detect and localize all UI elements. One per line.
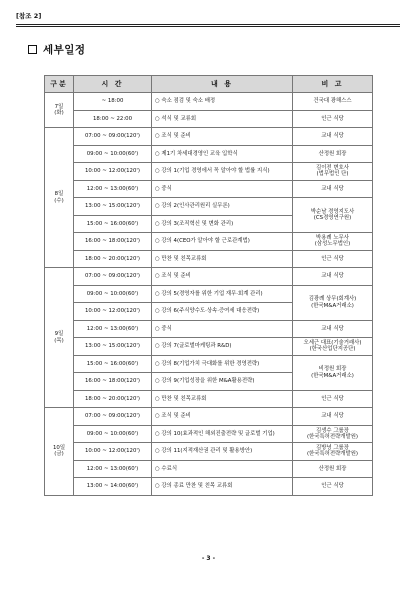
time-cell: 09:00 ~ 10:00(60'): [74, 285, 152, 303]
table-row: [45, 250, 373, 268]
note-cell: 박순남 경영지도사 (CS경영연구원): [293, 198, 373, 233]
time-cell: 09:00 ~ 10:00(60'): [74, 425, 152, 443]
content-cell: ○ 강의 2(인사관리원리 실무론): [152, 198, 293, 216]
note-cell: 김광례 상무(회계사) (한국M&A거래소): [293, 285, 373, 320]
table-row: [45, 145, 373, 163]
table-row: [45, 128, 373, 146]
content-cell: ○ 강의 7(글로벌마케팅과 R&D): [152, 338, 293, 356]
col-header-day: 구분: [45, 76, 74, 93]
note-cell: 교내 식당: [293, 408, 373, 426]
note-cell: 교내 식당: [293, 180, 373, 198]
day-cell: 8일 (수): [45, 128, 74, 268]
note-cell: 산정원 회장: [293, 460, 373, 478]
content-cell: ○ 조식 및 준비: [152, 128, 293, 146]
table-row: [45, 110, 373, 128]
time-cell: 12:00 ~ 13:00(60'): [74, 320, 152, 338]
section-title: 세부일정: [43, 44, 86, 56]
content-cell: ○ 제1기 차세대경영인 교육 입학식: [152, 145, 293, 163]
note-cell: 비정원 회장 (한국M&A거래소): [293, 355, 373, 390]
content-cell: ○ 조식 및 준비: [152, 408, 293, 426]
time-cell: 10:00 ~ 12:00(120'): [74, 303, 152, 321]
page-number: - 3 -: [201, 555, 216, 562]
content-cell: ○ 강의 종료 만찬 및 친목 교류회: [152, 478, 293, 496]
content-cell: ○ 강의 3(조직혁신 및 변화 관리): [152, 215, 293, 233]
time-cell: 18:00 ~ 20:00(120'): [74, 250, 152, 268]
time-cell: 07:00 ~ 09:00(120'): [74, 408, 152, 426]
table-row: [45, 163, 373, 181]
note-cell: 김이전 변호사 (법무법인 단): [293, 163, 373, 181]
table-row: [45, 180, 373, 198]
note-cell: 김생수 그룹장 (한국특허전략개발원): [293, 425, 373, 443]
content-cell: ○ 숙소 점검 및 숙소 배정: [152, 93, 293, 111]
time-cell: 12:00 ~ 13:00(60'): [74, 180, 152, 198]
time-cell: ~ 18:00: [74, 93, 152, 111]
note-cell: 오세근 대표(기술거래사) (한국산업단지공단): [293, 338, 373, 356]
note-cell: 김방녕 그룹장 (한국특허전략개발원): [293, 443, 373, 461]
content-cell: ○ 석식 및 교류회: [152, 110, 293, 128]
table-row: [45, 285, 373, 303]
content-cell: ○ 강의 10(효과적인 해외진출전략 및 글로벌 기업): [152, 425, 293, 443]
time-cell: 13:00 ~ 15:00(120'): [74, 338, 152, 356]
time-cell: 16:00 ~ 18:00(120'): [74, 233, 152, 251]
content-cell: ○ 중식: [152, 180, 293, 198]
time-cell: 13:00 ~ 14:00(60'): [74, 478, 152, 496]
content-cell: ○ 강의 11(지적재산권 관리 및 활용방안): [152, 443, 293, 461]
time-cell: 07:00 ~ 09:00(120'): [74, 268, 152, 286]
time-cell: 10:00 ~ 12:00(120'): [74, 443, 152, 461]
time-cell: 15:00 ~ 16:00(60'): [74, 215, 152, 233]
note-cell: 교내 식당: [293, 268, 373, 286]
content-cell: ○ 수료식: [152, 460, 293, 478]
table-row: [45, 425, 373, 443]
time-cell: 13:00 ~ 15:00(120'): [74, 198, 152, 216]
table-row: [45, 198, 373, 216]
content-cell: ○ 강의 8(기업가치 극대화를 위한 경영전략): [152, 355, 293, 373]
note-cell: 산정원 회장: [293, 145, 373, 163]
col-header-content: 내 용: [152, 76, 293, 93]
table-row: [45, 268, 373, 286]
note-cell: 박용례 노무사 (삼성노무법인): [293, 233, 373, 251]
content-cell: ○ 강의 1(기업 경영에서 꼭 알아야 할 법률 지식): [152, 163, 293, 181]
table-row: [45, 408, 373, 426]
table-row: [45, 320, 373, 338]
table-row: [45, 478, 373, 496]
content-cell: ○ 만찬 및 친목교류회: [152, 390, 293, 408]
table-row: [45, 443, 373, 461]
day-cell: 7일 (화): [45, 93, 74, 128]
table-row: [45, 460, 373, 478]
content-cell: ○ 강의 5(경영자를 위한 기업 재무·회계 관리): [152, 285, 293, 303]
table-header-row: [45, 76, 373, 93]
top-rule: [16, 24, 400, 25]
note-cell: 인근 식당: [293, 478, 373, 496]
note-cell: 인근 식당: [293, 250, 373, 268]
schedule-table: [44, 75, 373, 496]
checkbox-square-icon: [28, 45, 37, 54]
note-cell: 교내 식당: [293, 128, 373, 146]
col-header-time: 시 간: [74, 76, 152, 93]
content-cell: ○ 강의 4(CEO가 알아야 할 근로관계법): [152, 233, 293, 251]
table-row: [45, 390, 373, 408]
table-row: [45, 338, 373, 356]
note-cell: 교내 식당: [293, 320, 373, 338]
note-cell: 건국대 광해스스: [293, 93, 373, 111]
content-cell: ○ 강의 6(주식양수도·상속·증여세 대응전략): [152, 303, 293, 321]
reference-label: [참조 2]: [16, 12, 42, 20]
top-rule-inner: [16, 26, 400, 27]
section-heading: [28, 42, 86, 57]
col-header-note: 비 고: [293, 76, 373, 93]
time-cell: 10:00 ~ 12:00(120'): [74, 163, 152, 181]
content-cell: ○ 강의 9(기업성장을 위한 M&A활용전략): [152, 373, 293, 391]
time-cell: 07:00 ~ 09:00(120'): [74, 128, 152, 146]
day-cell: 9일 (목): [45, 268, 74, 408]
time-cell: 16:00 ~ 18:00(120'): [74, 373, 152, 391]
table-row: [45, 355, 373, 373]
time-cell: 09:00 ~ 10:00(60'): [74, 145, 152, 163]
content-cell: ○ 중식: [152, 320, 293, 338]
note-cell: 인근 식당: [293, 390, 373, 408]
note-cell: 인근 식당: [293, 110, 373, 128]
day-cell: 10일 (금): [45, 408, 74, 496]
time-cell: 18:00 ~ 22:00: [74, 110, 152, 128]
table-row: [45, 233, 373, 251]
time-cell: 15:00 ~ 16:00(60'): [74, 355, 152, 373]
time-cell: 12:00 ~ 13:00(60'): [74, 460, 152, 478]
content-cell: ○ 조식 및 준비: [152, 268, 293, 286]
content-cell: ○ 만찬 및 친목교류회: [152, 250, 293, 268]
time-cell: 18:00 ~ 20:00(120'): [74, 390, 152, 408]
table-row: [45, 93, 373, 111]
